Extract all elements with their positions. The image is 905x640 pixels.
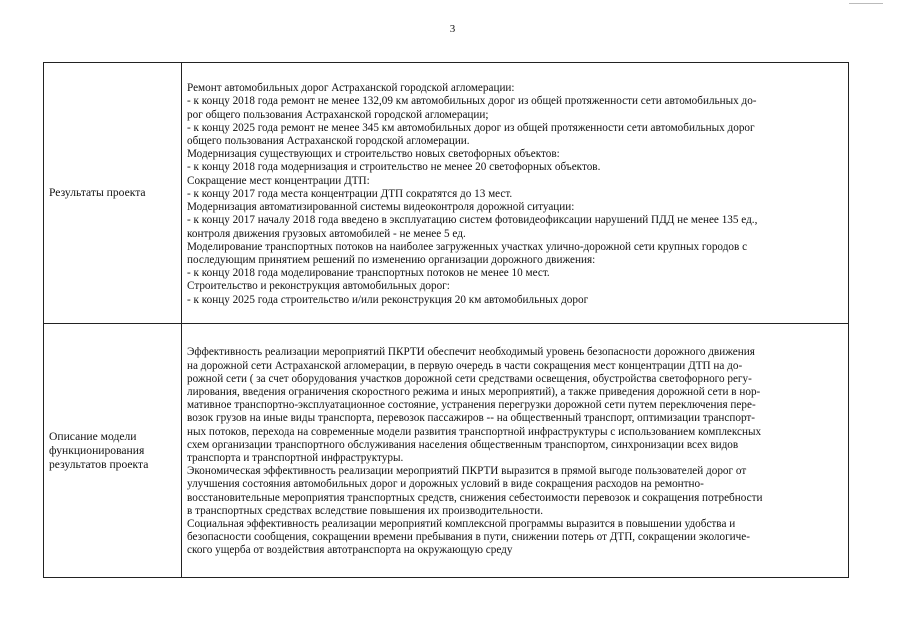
text-line: транспорта и транспортной инфраструктуры. [187,452,404,464]
page-number: 3 [449,23,456,35]
row-content-project-results [182,63,849,324]
table-row-project-results [44,63,849,324]
text-line: восстановительные мероприятия транспортных средств, снижения себестоимости перевозок и сокращения потребности [187,491,763,504]
text-line: на дорожной сети Астраханской агломерации, в первую очередь в части сокращения мест концентрации ДТП на до- [187,359,743,372]
text-line: рог общего пользования Астраханской городской агломерации; [187,108,489,121]
text-line: ных потоков, перехода на современные модели развития транспортной инфраструктуры с использованием комплексных [187,425,762,438]
text-line: - к концу 2025 года ремонт не менее 345 км автомобильных дорог из общей протяженности сети автомобильных дорог [187,121,755,134]
text-line: - к концу 2018 года моделирование транспортных потоков не менее 10 мест. [187,267,550,280]
text-line: Моделирование транспортных потоков на наиболее загруженных участках улично-дорожной сети крупных городов с [187,240,748,253]
row-content-model-description [182,324,849,578]
text-line: мативное транспортно-эксплуатационное состояние, устранения перегрузки дорожной сети путем переключения пере- [187,399,756,412]
text-line: Строительство и реконструкция автомобильных дорог: [187,280,450,293]
row-label-model-description: Описание модели функционирования результатов проекта [44,324,182,578]
text-line: - к концу 2018 года ремонт не менее 132,09 км автомобильных дорог из общей протяженности сети автомобильных до- [187,95,757,108]
project-table [43,62,849,578]
text-line: - к концу 2018 года модернизация и строительство не менее 20 светофорных объектов. [187,161,601,174]
text-line: Эффективность реализации мероприятий ПКРТИ обеспечит необходимый уровень безопасности дорожного движения [187,346,755,359]
text-line: безопасности сообщения, сокращении времени пребывания в пути, снижении потерь от ДТП, сокращении экологиче- [187,531,750,544]
row-label-project-results: Результаты проекта [44,63,182,324]
text-line: Модернизация автоматизированной системы видеоконтроля дорожной ситуации: [187,201,575,214]
scan-corner-mark [849,3,883,4]
text-line: лирования, введения ограничения скоростного режима и иных мероприятий), а также приведения дорожной сети в нор- [187,385,761,398]
text-line: - к концу 2025 года строительство и/или реконструкция 20 км автомобильных дорог [187,293,589,306]
text-line: Социальная эффективность реализации мероприятий комплексной программы выразится в повышении удобства и [187,518,736,531]
text-line: возок грузов на иные виды транспорта, перевозок пассажиров -- на общественный транспорт, оптимизации транспорт- [187,412,756,425]
text-line: общего пользования Астраханской городской агломерации. [187,135,470,148]
text-line: Ремонт автомобильных дорог Астраханской городской агломерации: [187,82,515,95]
table-row-model-description [44,324,849,578]
text-line: контроля движения грузовых автомобилей - не менее 5 ед. [187,227,466,240]
text-line: Модернизация существующих и строительство новых светофорных объектов: [187,148,560,161]
text-line: - к концу 2017 началу 2018 года введено в эксплуатацию систем фотовидеофиксации нарушений ПДД не менее 135 ед., [187,214,758,227]
text-line: Экономическая эффективность реализации мероприятий ПКРТИ выразится в прямой выгоде пользователей дорог от [187,465,747,478]
text-line: - к концу 2017 года места концентрации ДТП сократятся до 13 мест. [187,187,513,200]
text-line: улучшения состояния автомобильных дорог и дорожных условий в виде сокращения расходов на ремонтно- [187,478,704,491]
text-line: в транспортных средствах вследствие повышения их производительности. [187,504,544,517]
text-line: рожной сети ( за счет оборудования участков дорожной сети средствами освещения, обустройства светофорного регу- [187,372,752,385]
text-line: последующим принятием решений по изменению организации дорожного движения: [187,253,596,266]
text-line: ского ущерба от воздействия автотранспорта на окружающую среду [187,544,513,557]
text-line: Сокращение мест концентрации ДТП: [187,174,370,187]
text-line: схем организации транспортного обслуживания населения общественным транспортом, синхронизации всех видов [187,438,739,451]
